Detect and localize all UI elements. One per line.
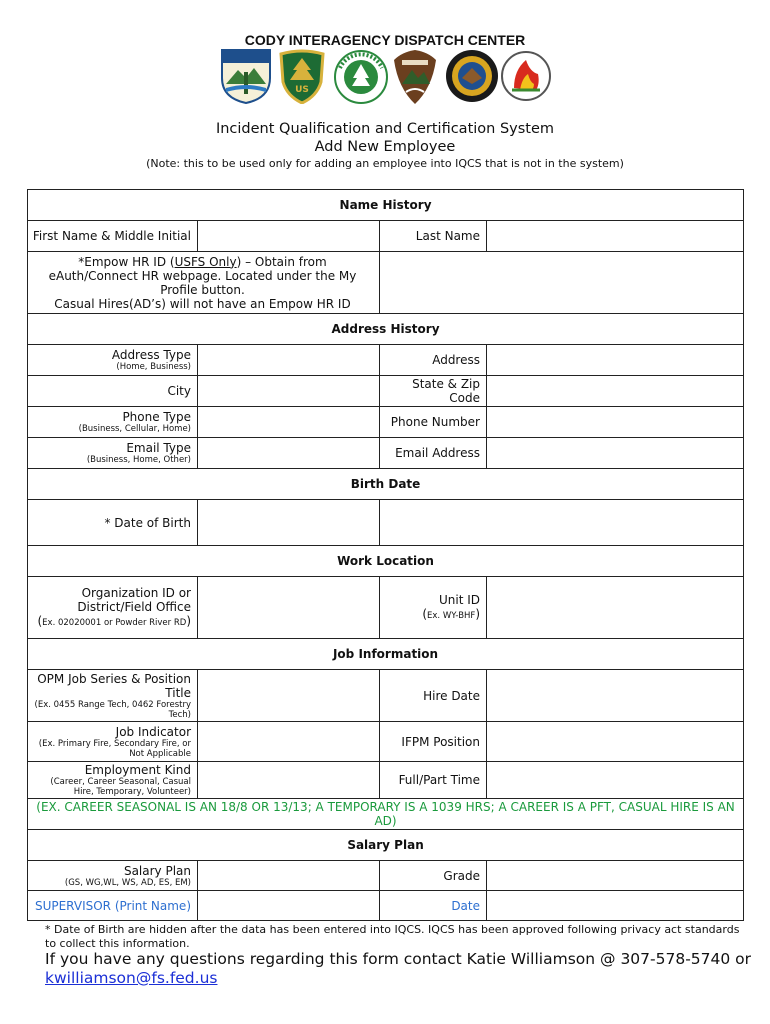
phone-number-field[interactable] bbox=[487, 407, 744, 438]
employment-note: (EX. CAREER SEASONAL IS AN 18/8 OR 13/13; A TEMPORARY IS A 1039 HRS; A CAREER IS A PFT, CASUAL HIRE IS AN AD) bbox=[28, 799, 744, 830]
form-title: Add New Employee bbox=[314, 139, 456, 155]
phone-type-label: Phone Type (Business, Cellular, Home) bbox=[28, 407, 198, 438]
date-field[interactable] bbox=[487, 891, 744, 921]
employment-kind-hint: (Career, Career Seasonal, Casual Hire, Temporary, Volunteer) bbox=[50, 777, 191, 797]
section-name-history: Name History bbox=[28, 190, 744, 221]
agency-logos bbox=[220, 48, 552, 106]
first-name-label: First Name & Middle Initial bbox=[28, 221, 198, 252]
opm-series-field[interactable] bbox=[198, 670, 380, 722]
privacy-footnote: * Date of Birth are hidden after the data has been entered into IQCS. IQCS has been approved following privacy act standards to collect this information. bbox=[45, 923, 740, 950]
date-label: Date bbox=[380, 891, 487, 921]
date-of-birth-label: * Date of Birth bbox=[28, 500, 198, 546]
address-field[interactable] bbox=[487, 345, 744, 376]
last-name-label: Last Name bbox=[380, 221, 487, 252]
unit-id-field[interactable] bbox=[487, 577, 744, 639]
supervisor-field[interactable] bbox=[198, 891, 380, 921]
blm-logo-icon bbox=[220, 48, 272, 104]
hire-date-field[interactable] bbox=[487, 670, 744, 722]
state-zip-label: State & Zip Code bbox=[380, 376, 487, 407]
bia-seal-icon bbox=[444, 48, 500, 104]
job-indicator-field[interactable] bbox=[198, 722, 380, 762]
phone-number-label: Phone Number bbox=[380, 407, 487, 438]
employee-form bbox=[27, 189, 744, 921]
agency-title: CODY INTERAGENCY DISPATCH CENTER bbox=[244, 32, 526, 48]
last-name-field[interactable] bbox=[487, 221, 744, 252]
section-address-history: Address History bbox=[28, 314, 744, 345]
full-part-time-label: Full/Part Time bbox=[380, 762, 487, 799]
opm-series-hint: (Ex. 0455 Range Tech, 0462 Forestry Tech) bbox=[34, 699, 191, 720]
birth-date-blank bbox=[380, 500, 744, 546]
phone-type-field[interactable] bbox=[198, 407, 380, 438]
org-id-hint: Ex. 02020001 or Powder River RD bbox=[42, 617, 187, 628]
address-type-hint: (Home, Business) bbox=[116, 362, 191, 372]
section-work-location: Work Location bbox=[28, 546, 744, 577]
job-indicator-label: Job Indicator (Ex. Primary Fire, Secondary Fire, or Not Applicable bbox=[28, 722, 198, 762]
email-type-hint: (Business, Home, Other) bbox=[86, 455, 191, 465]
section-birth-date: Birth Date bbox=[28, 469, 744, 500]
first-name-field[interactable] bbox=[198, 221, 380, 252]
empow-hr-id-field[interactable] bbox=[380, 252, 744, 314]
salary-plan-hint: (GS, WG,WL, WS, AD, ES, EM) bbox=[64, 877, 191, 888]
usage-note: (Note: this to be used only for adding an employee into IQCS that is not in the system) bbox=[146, 157, 624, 170]
wyoming-forestry-icon bbox=[332, 48, 390, 106]
employment-kind-field[interactable] bbox=[198, 762, 380, 799]
org-id-field[interactable] bbox=[198, 577, 380, 639]
system-title: Incident Qualification and Certification System bbox=[215, 121, 555, 137]
section-salary-plan: Salary Plan bbox=[28, 830, 744, 861]
salary-plan-field[interactable] bbox=[198, 861, 380, 891]
arrowhead-icon bbox=[392, 48, 438, 106]
email-type-label: Email Type (Business, Home, Other) bbox=[28, 438, 198, 469]
forest-service-shield-icon bbox=[277, 48, 327, 104]
unit-id-label: Unit ID (Ex. WY-BHF) bbox=[380, 577, 487, 639]
ifpm-position-field[interactable] bbox=[487, 722, 744, 762]
unit-id-hint: Ex. WY-BHF bbox=[427, 610, 476, 621]
email-address-field[interactable] bbox=[487, 438, 744, 469]
address-label: Address bbox=[380, 345, 487, 376]
full-part-time-field[interactable] bbox=[487, 762, 744, 799]
city-field[interactable] bbox=[198, 376, 380, 407]
usfs-only-link[interactable]: USFS Only bbox=[174, 254, 237, 269]
opm-series-label: OPM Job Series & Position Title (Ex. 0455 Range Tech, 0462 Forestry Tech) bbox=[28, 670, 198, 722]
contact-email-link[interactable]: kwilliamson@fs.fed.us bbox=[45, 969, 218, 987]
employment-kind-label: Employment Kind (Career, Career Seasonal, Casual Hire, Temporary, Volunteer) bbox=[28, 762, 198, 799]
date-of-birth-field[interactable] bbox=[198, 500, 380, 546]
phone-type-hint: (Business, Cellular, Home) bbox=[78, 424, 191, 434]
svg-text:US: US bbox=[295, 85, 309, 95]
fire-seal-icon bbox=[500, 48, 552, 104]
city-label: City bbox=[28, 376, 198, 407]
grade-label: Grade bbox=[380, 861, 487, 891]
empow-hr-id-label: *Empow HR ID (USFS Only) – Obtain from eAuth/Connect HR webpage. Located under the My Profile button. Casual Hires(AD’s) will not have an Empow HR ID bbox=[28, 252, 380, 314]
salary-plan-label: Salary Plan (GS, WG,WL, WS, AD, ES, EM) bbox=[28, 861, 198, 891]
ifpm-position-label: IFPM Position bbox=[380, 722, 487, 762]
address-type-label: Address Type (Home, Business) bbox=[28, 345, 198, 376]
org-id-label: Organization ID or District/Field Office (Ex. 02020001 or Powder River RD) bbox=[28, 577, 198, 639]
address-type-field[interactable] bbox=[198, 345, 380, 376]
grade-field[interactable] bbox=[487, 861, 744, 891]
supervisor-label: SUPERVISOR (Print Name) bbox=[28, 891, 198, 921]
state-zip-field[interactable] bbox=[487, 376, 744, 407]
section-job-information: Job Information bbox=[28, 639, 744, 670]
hire-date-label: Hire Date bbox=[380, 670, 487, 722]
contact-info: If you have any questions regarding this form contact Katie Williamson @ 307-578-5740 or kwilliamson@fs.fed.us bbox=[45, 950, 752, 987]
job-indicator-hint: (Ex. Primary Fire, Secondary Fire, or Not Applicable bbox=[38, 738, 191, 759]
email-address-label: Email Address bbox=[380, 438, 487, 469]
email-type-field[interactable] bbox=[198, 438, 380, 469]
